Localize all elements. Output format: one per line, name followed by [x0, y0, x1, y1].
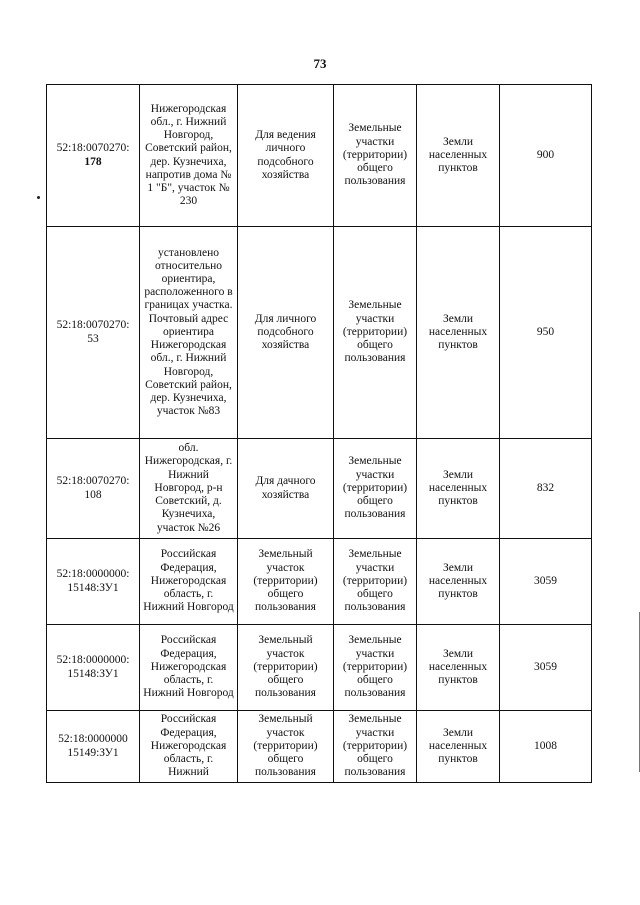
- address-cell: Российская Федерация, Нижегородская область, г. Нижний Новгород: [140, 625, 238, 711]
- land-category-cell: Земли населенных пунктов: [417, 539, 500, 625]
- page-number: 73: [313, 56, 327, 71]
- cadastral-number-suffix: 108: [84, 488, 102, 501]
- cadastral-number-main: 52:18:0000000: [58, 733, 128, 746]
- cadastral-number-cell: [47, 625, 140, 711]
- land-category-cell: Земли населенных пунктов: [417, 711, 500, 783]
- permitted-use-cell: Для ведения личного подсобного хозяйства: [238, 85, 334, 227]
- area-cell: 3059: [500, 539, 592, 625]
- zone-cell: Земельные участки (территории) общего пользования: [334, 539, 417, 625]
- cadastral-number-suffix: 53: [87, 332, 99, 345]
- address-cell: Нижегородская обл., г. Нижний Новгород, Советский район, дер. Кузнечиха, напротив дома № 1 "Б", участок № 230: [140, 85, 238, 227]
- cadastral-number-cell: [47, 539, 140, 625]
- cadastral-number-main: 52:18:0070270:: [56, 319, 130, 332]
- zone-cell: Земельные участки (территории) общего пользования: [334, 85, 417, 227]
- area-cell: 900: [500, 85, 592, 227]
- area-cell: 832: [500, 439, 592, 539]
- table-row: [47, 227, 592, 439]
- table-row: [47, 85, 592, 227]
- table-body: [47, 85, 592, 783]
- zone-cell: Земельные участки (территории) общего пользования: [334, 439, 417, 539]
- cadastral-number-cell: [47, 227, 140, 439]
- cadastral-number-main: 52:18:0070270:: [56, 142, 130, 155]
- cadastral-number-suffix: 178: [84, 155, 102, 168]
- zone-cell: Земельные участки (территории) общего пользования: [334, 625, 417, 711]
- cadastral-number-suffix: 15148:ЗУ1: [67, 581, 119, 594]
- zone-cell: Земельные участки (территории) общего пользования: [334, 227, 417, 439]
- area-cell: 950: [500, 227, 592, 439]
- permitted-use-cell: Для личного подсобного хозяйства: [238, 227, 334, 439]
- table-row: [47, 439, 592, 539]
- cadastral-number-suffix: 15149:ЗУ1: [67, 746, 119, 759]
- land-category-cell: Земли населенных пунктов: [417, 439, 500, 539]
- table-row: [47, 539, 592, 625]
- cadastral-number-cell: [47, 85, 140, 227]
- permitted-use-cell: Земельный участок (территории) общего пользования: [238, 711, 334, 783]
- address-cell: Российская Федерация, Нижегородская область, г. Нижний Новгород: [140, 539, 238, 625]
- cadastral-number-main: 52:18:0000000:: [56, 654, 130, 667]
- cadastral-number-cell: [47, 439, 140, 539]
- cadastral-number-main: 52:18:0000000:: [56, 568, 130, 581]
- cadastral-number-cell: [47, 711, 140, 783]
- cadastral-number-main: 52:18:0070270:: [56, 475, 130, 488]
- address-cell: установлено относительно ориентира, расположенного в границах участка. Почтовый адрес ориентира Нижегородская обл., г. Нижний Новгород, Советский район, дер. Кузнечиха, участок №83: [140, 227, 238, 439]
- permitted-use-cell: Для дачного хозяйства: [238, 439, 334, 539]
- area-cell: 1008: [500, 711, 592, 783]
- area-cell: 3059: [500, 625, 592, 711]
- land-category-cell: Земли населенных пунктов: [417, 625, 500, 711]
- table-row: [47, 711, 592, 783]
- scan-mark: [37, 196, 40, 199]
- cadastral-number-suffix: 15148:ЗУ1: [67, 667, 119, 680]
- permitted-use-cell: Земельный участок (территории) общего пользования: [238, 539, 334, 625]
- zone-cell: Земельные участки (территории) общего пользования: [334, 711, 417, 783]
- table-row: [47, 625, 592, 711]
- land-category-cell: Земли населенных пунктов: [417, 85, 500, 227]
- address-cell: обл. Нижегородская, г. Нижний Новгород, р-н Советский, д. Кузнечиха, участок №26: [140, 439, 238, 539]
- land-plots-table: [46, 84, 592, 783]
- address-cell: Российская Федерация, Нижегородская область, г. Нижний: [140, 711, 238, 783]
- permitted-use-cell: Земельный участок (территории) общего пользования: [238, 625, 334, 711]
- land-category-cell: Земли населенных пунктов: [417, 227, 500, 439]
